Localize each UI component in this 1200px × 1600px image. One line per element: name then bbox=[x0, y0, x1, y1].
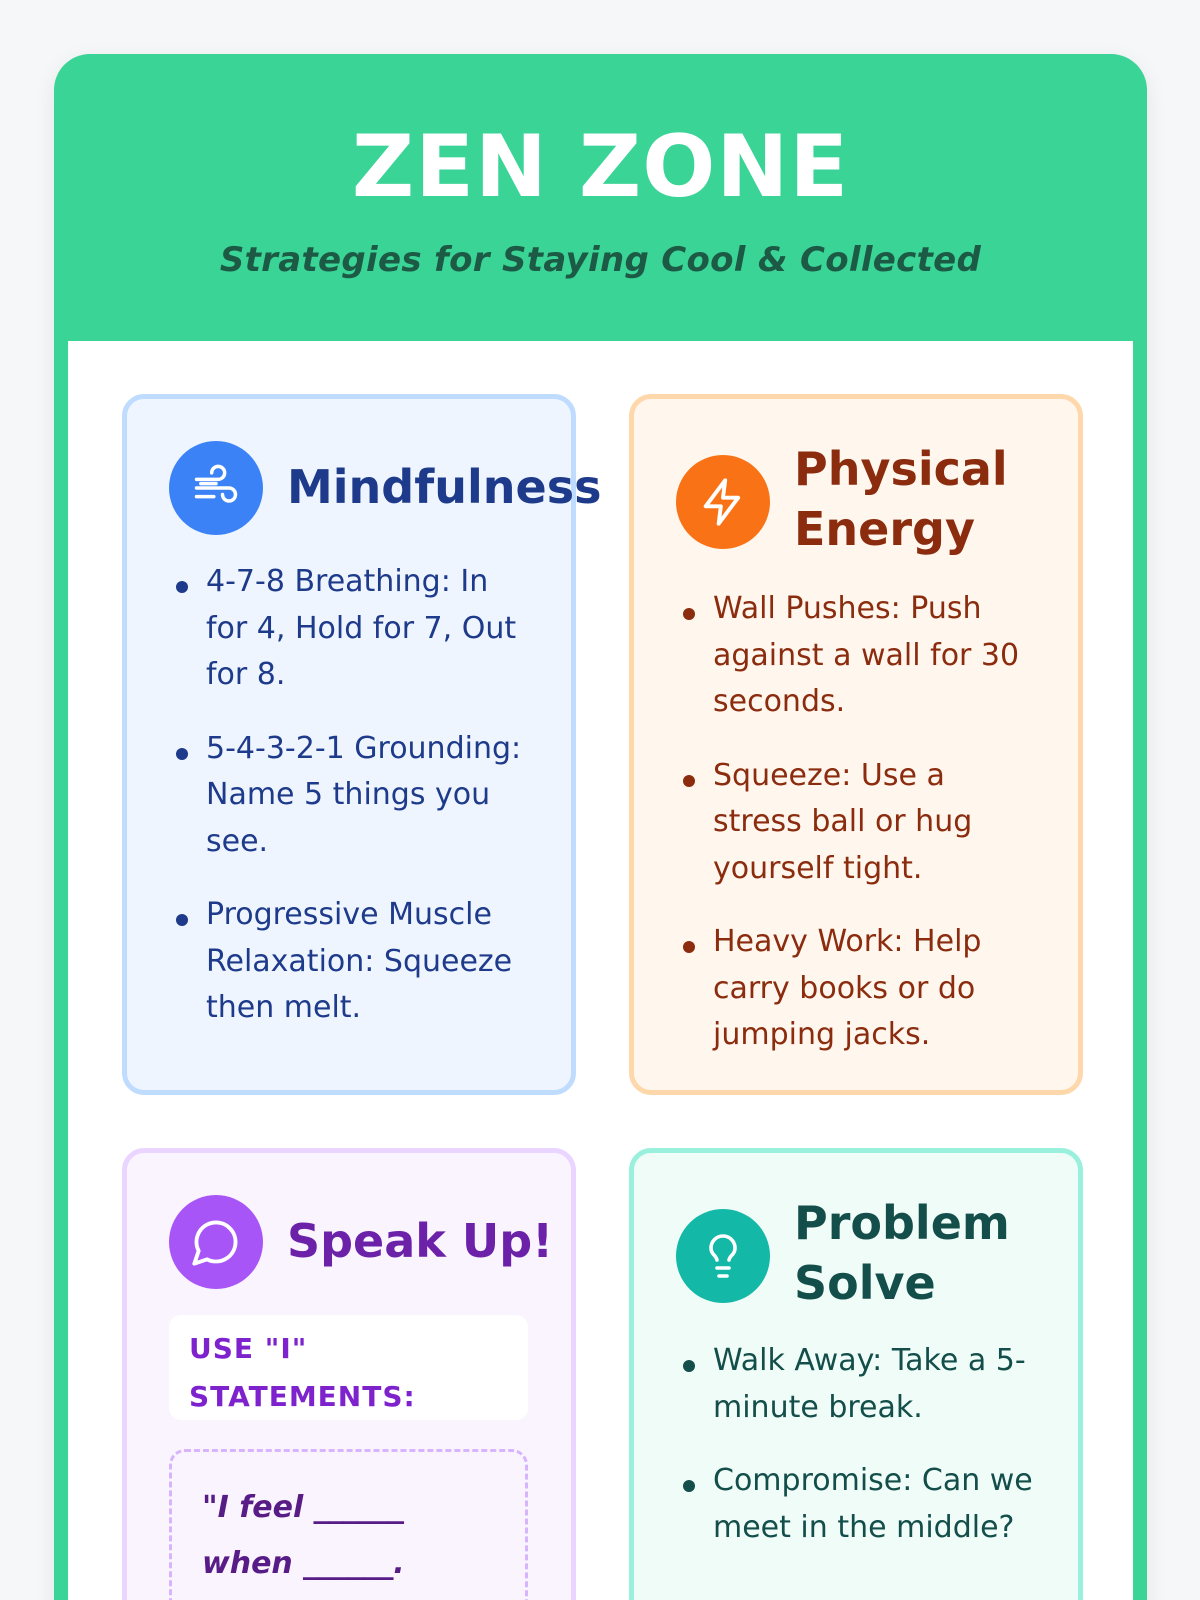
list-item: 5-4-3-2-1 Grounding: Name 5 things you see. bbox=[172, 726, 527, 866]
page-subtitle: Strategies for Staying Cool & Collected bbox=[219, 240, 982, 280]
lightbulb-icon bbox=[676, 1209, 770, 1303]
poster bbox=[54, 54, 1147, 1600]
poster-content bbox=[68, 341, 1133, 1600]
card-header bbox=[676, 1195, 1096, 1310]
tips-list bbox=[679, 586, 1034, 1086]
card-title: Speak Up! bbox=[287, 1214, 554, 1268]
statement-template bbox=[169, 1449, 528, 1600]
tips-list bbox=[172, 559, 527, 1059]
list-item: Progressive Muscle Relaxation: Squeeze then melt. bbox=[172, 892, 527, 1032]
tips-list bbox=[679, 1338, 1034, 1578]
card-title: Mindfulness bbox=[287, 460, 602, 514]
list-item: Heavy Work: Help carry books or do jumping jacks. bbox=[679, 919, 1034, 1059]
card-header bbox=[676, 441, 1096, 556]
list-item: Walk Away: Take a 5-minute break. bbox=[679, 1338, 1034, 1431]
page-title: ZEN ZONE bbox=[351, 117, 850, 217]
card-title-line: Problem bbox=[794, 1196, 1010, 1250]
list-item: Wall Pushes: Push against a wall for 30 seconds. bbox=[679, 586, 1034, 726]
list-item: 4-7-8 Breathing: In for 4, Hold for 7, Out for 8. bbox=[172, 559, 527, 699]
list-item: Compromise: Can we meet in the middle? bbox=[679, 1458, 1034, 1551]
speak-up-card bbox=[122, 1148, 576, 1600]
lightning-icon bbox=[676, 455, 770, 549]
wind-icon bbox=[169, 441, 263, 535]
list-item: Squeeze: Use a stress ball or hug yourself tight. bbox=[679, 753, 1034, 893]
mindfulness-card bbox=[122, 394, 602, 1095]
template-line: "I feel ______ bbox=[202, 1490, 404, 1525]
card-title-line: Physical bbox=[794, 442, 1008, 496]
card-title-line: Solve bbox=[794, 1256, 936, 1310]
card-header bbox=[169, 1195, 589, 1291]
i-statements-label: USE "I" STATEMENTS: bbox=[169, 1315, 528, 1420]
card-title-line: Energy bbox=[794, 502, 975, 556]
chat-bubble-icon bbox=[169, 1195, 263, 1289]
card-title bbox=[794, 439, 1008, 559]
card-header bbox=[169, 441, 602, 537]
physical-energy-card bbox=[629, 394, 1083, 1095]
template-line: when ______. bbox=[202, 1546, 405, 1581]
problem-solve-card bbox=[629, 1148, 1083, 1600]
card-title bbox=[794, 1193, 1010, 1313]
poster-header bbox=[68, 54, 1133, 341]
